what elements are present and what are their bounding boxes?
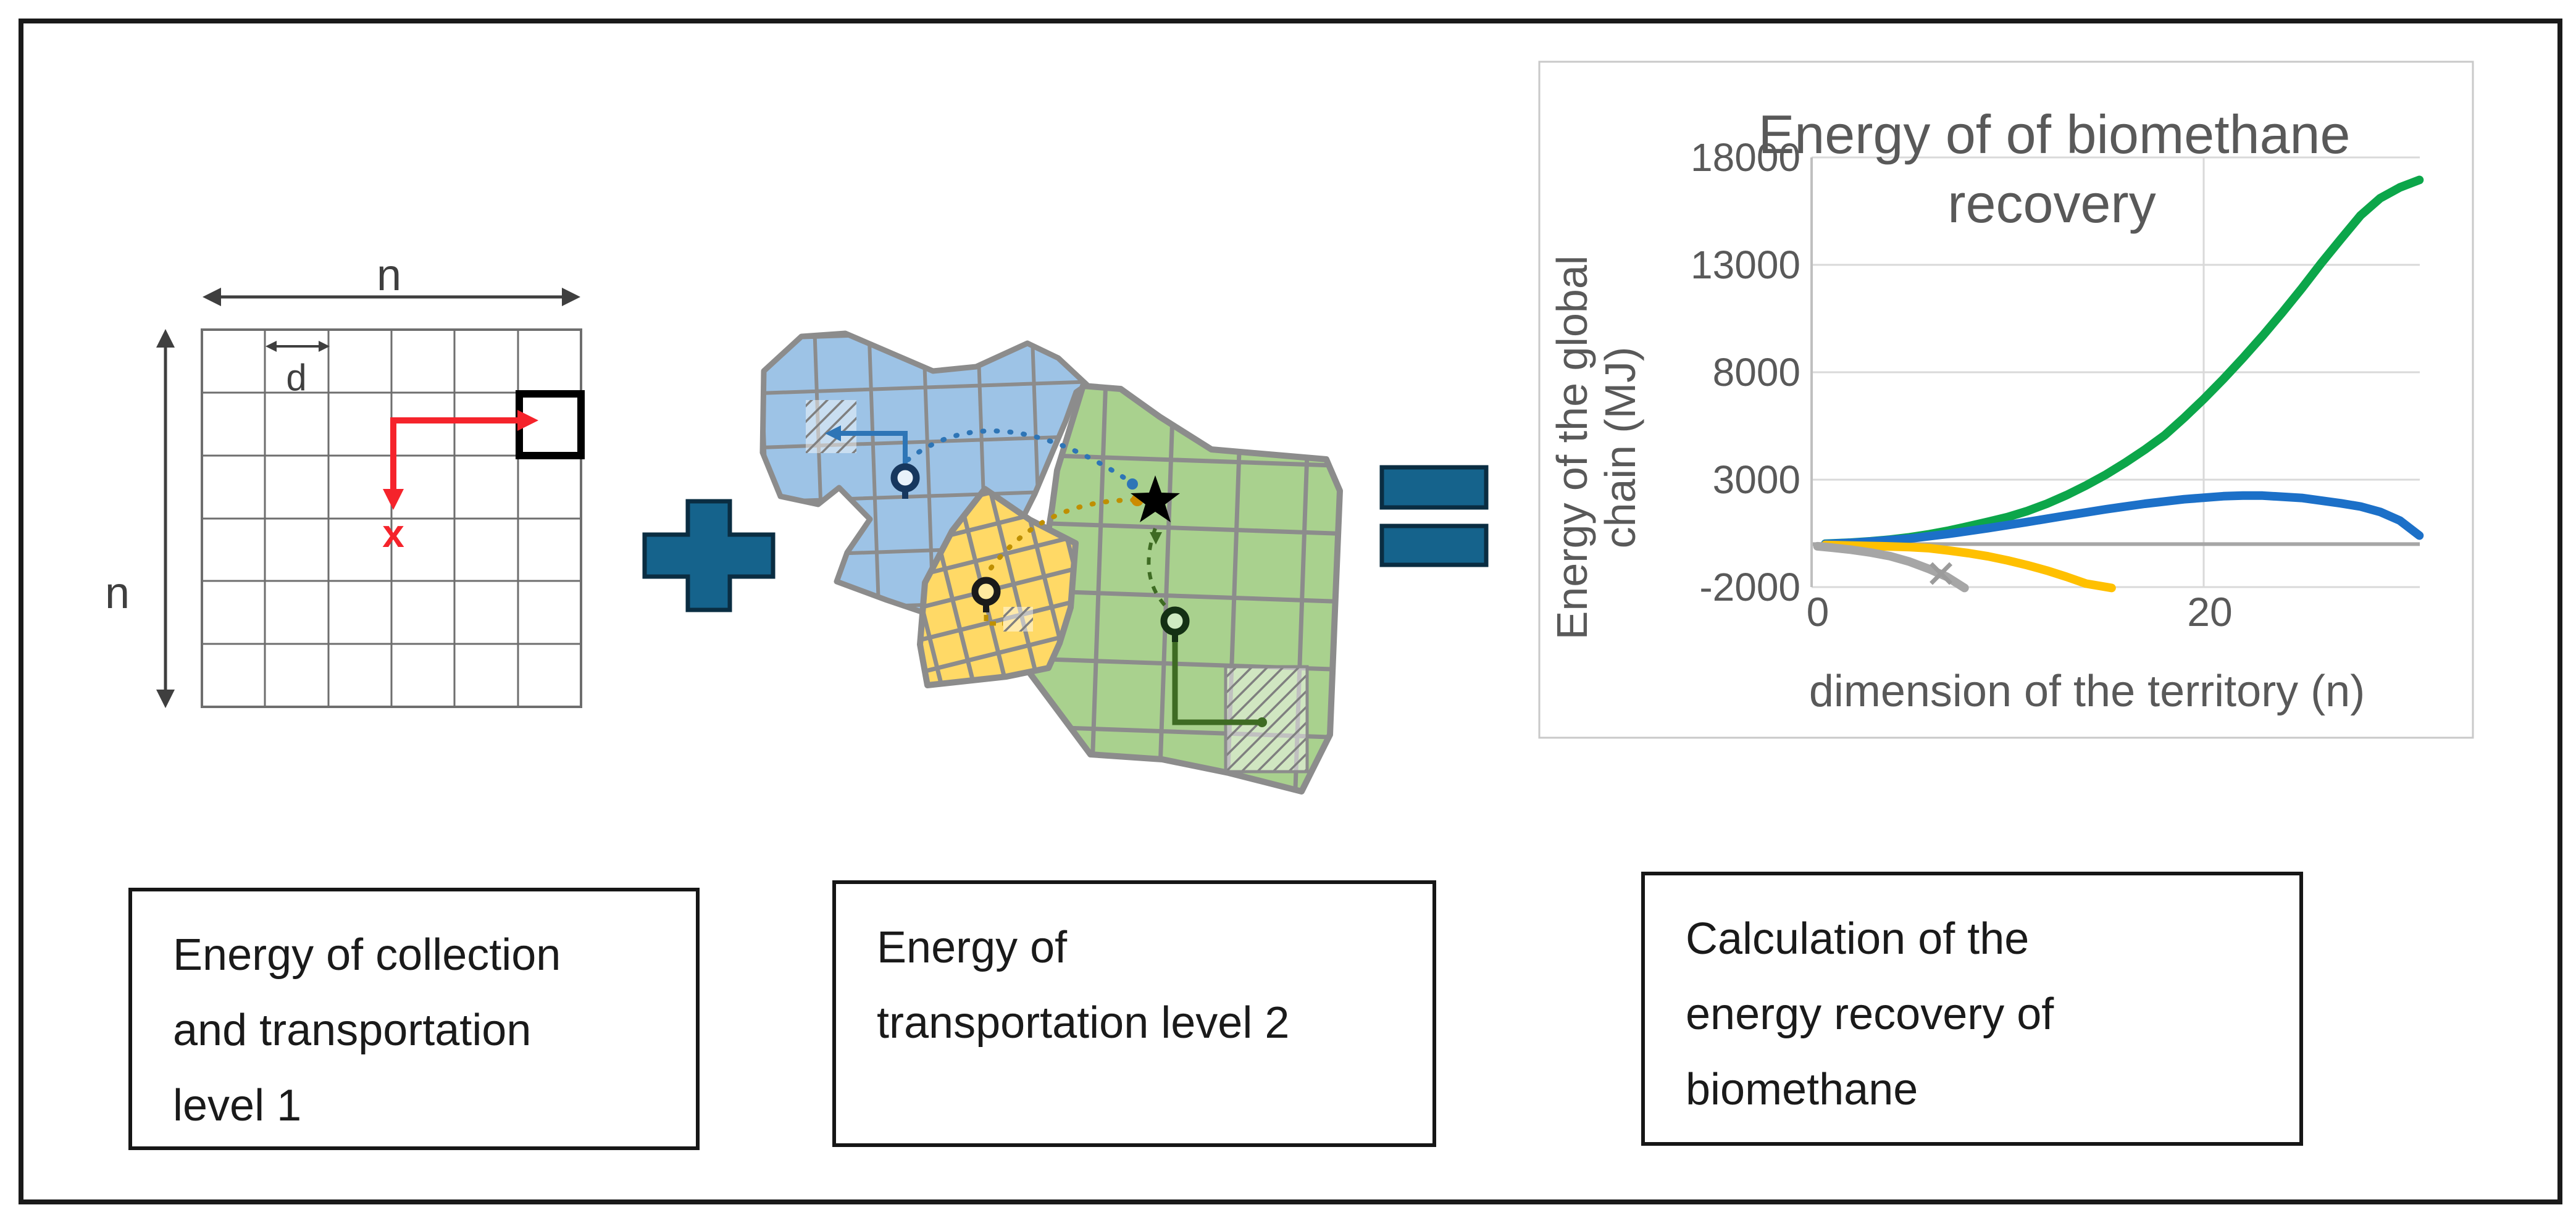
y-tick-label: -2000 <box>1699 565 1800 609</box>
caption-line: Energy of collection <box>173 930 561 980</box>
y-tick-label: 3000 <box>1712 457 1800 502</box>
chart-title-line1: Energy of of biomethane <box>1758 104 2351 165</box>
route-arrow-down-icon <box>383 489 404 510</box>
equals-icon <box>1382 467 1486 565</box>
caption-line: biomethane <box>1686 1065 1918 1114</box>
y-tick-label: 18000 <box>1691 135 1800 180</box>
collection-route <box>382 410 538 556</box>
caption-box-transport-level2 <box>832 880 1436 1147</box>
hatched-cell-blue <box>806 400 856 453</box>
route-blue-endpoint-icon <box>1127 478 1138 490</box>
chart-panel <box>1539 62 2473 738</box>
route-arrow-right-icon <box>517 410 538 431</box>
chart-xlabel: dimension of the territory (n) <box>1809 667 2365 716</box>
caption-box-energy-recovery <box>1641 872 2303 1146</box>
x-tick-label: 20 <box>2187 589 2233 635</box>
caption-box-collection <box>128 888 700 1150</box>
source-x-marker: x <box>382 511 404 556</box>
y-tick-label: 13000 <box>1691 243 1800 287</box>
caption-line: energy recovery of <box>1686 990 2054 1039</box>
chart-ylabel-line2: chain (MJ) <box>1596 346 1644 549</box>
route-green-endpoint-icon <box>1257 717 1267 727</box>
grid-label-n-left: n <box>104 569 130 618</box>
d-cell-arrow-icon <box>266 341 330 352</box>
n-height-arrow-icon <box>156 329 175 708</box>
x-tick-label: 0 <box>1806 589 1830 635</box>
caption-line: and transportation <box>173 1006 532 1055</box>
caption-line: Calculation of the <box>1686 914 2030 964</box>
chart-ylabel-line1: Energy of the global <box>1548 255 1596 640</box>
caption-line: level 1 <box>173 1081 302 1130</box>
caption-line: transportation level 2 <box>877 998 1290 1048</box>
plus-icon <box>645 501 773 610</box>
grid-diagram <box>105 251 581 708</box>
caption-line: Energy of <box>877 923 1068 972</box>
grid-label-n-top: n <box>376 251 402 300</box>
grid-label-d: d <box>286 357 307 398</box>
chart-title-line2: recovery <box>1947 173 2156 234</box>
hatched-cell-yellow <box>1003 607 1033 632</box>
y-tick-label: 8000 <box>1712 350 1800 394</box>
territory-map <box>735 302 1365 809</box>
hatched-cell-green <box>1226 667 1307 772</box>
